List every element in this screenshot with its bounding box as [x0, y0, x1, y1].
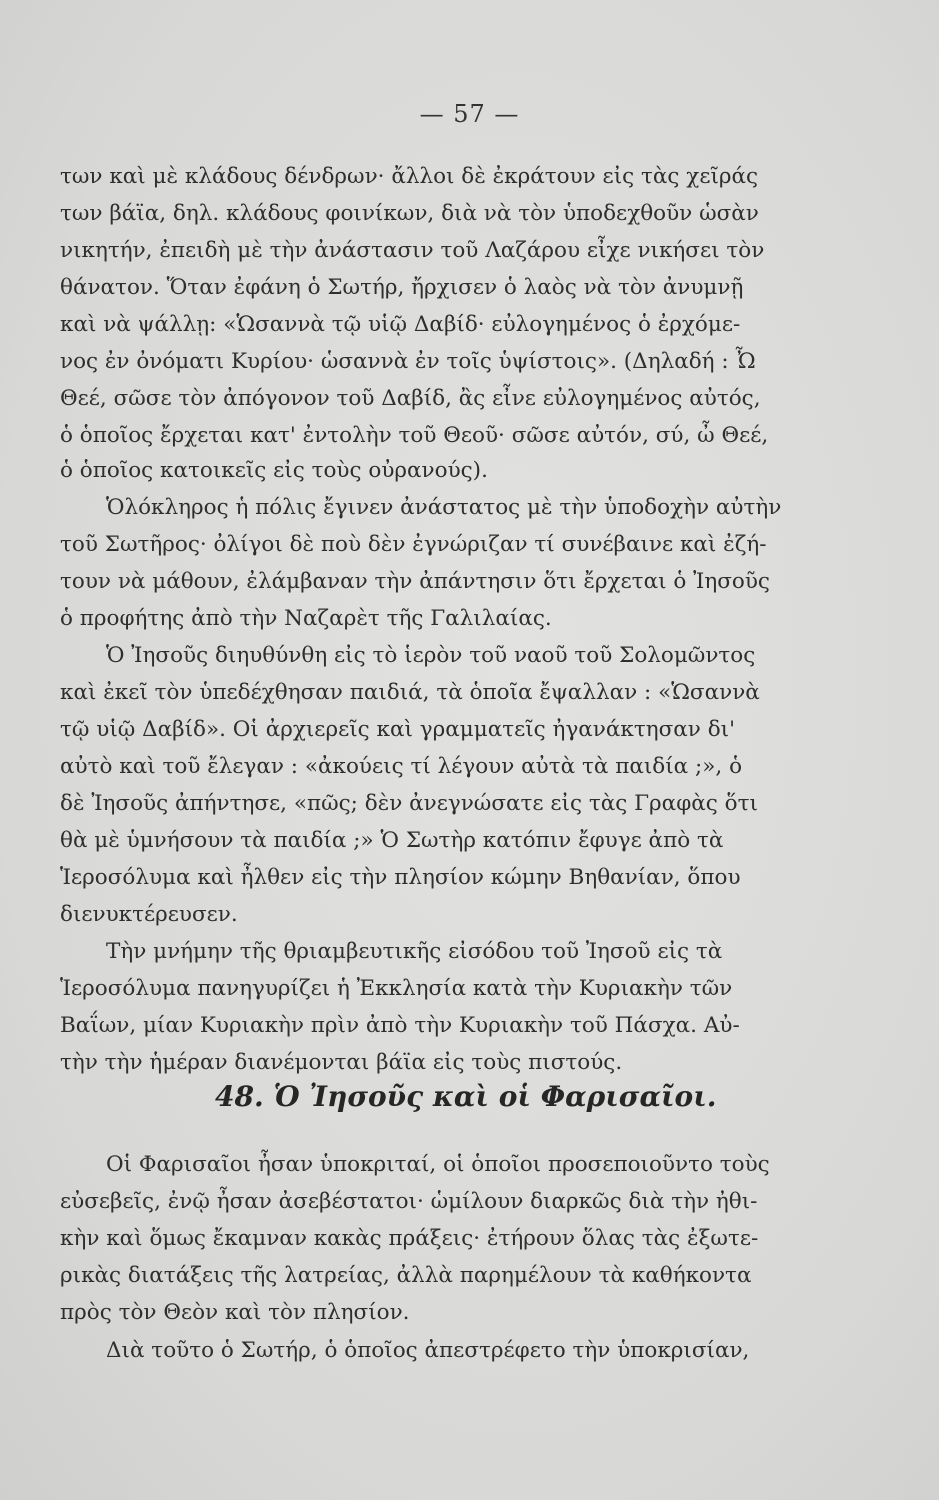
section-heading: 48. Ὁ Ἰησοῦς καὶ οἱ Φαρισαῖοι. — [215, 1080, 717, 1113]
text-line: κὴν καὶ ὅμως ἔκαμναν κακὰς πράξεις· ἐτήρουν ὅλας τὰς ἐξωτε- — [60, 1226, 759, 1251]
text-line: Θεέ, σῶσε τὸν ἀπόγονον τοῦ Δαβίδ, ἂς εἶνε εὐλογημένος αὐτός, — [60, 386, 761, 411]
text-line: δὲ Ἰησοῦς ἀπήντησε, «πῶς; δὲν ἀνεγνώσατε εἰς τὰς Γραφὰς ὅτι — [60, 791, 758, 816]
text-line: Ἱεροσόλυμα καὶ ἦλθεν εἰς τὴν πλησίον κώμην Βηθανίαν, ὅπου — [60, 865, 741, 890]
text-line: Ἱεροσόλυμα πανηγυρίζει ἡ Ἐκκλησία κατὰ τὴν Κυριακὴν τῶν — [60, 976, 733, 1001]
text-line: καὶ νὰ ψάλλῃ: «Ὡσαννὰ τῷ υἱῷ Δαβίδ· εὐλογημένος ὁ ἐρχόμε- — [60, 312, 741, 337]
text-line: Διὰ τοῦτο ὁ Σωτήρ, ὁ ὁποῖος ἀπεστρέφετο τὴν ὑποκρισίαν, — [106, 1338, 750, 1363]
text-line: ὁ ὁποῖος κατοικεῖς εἰς τοὺς οὐρανούς). — [60, 458, 488, 483]
text-line: καὶ ἐκεῖ τὸν ὑπεδέχθησαν παιδιά, τὰ ὁποῖα ἔψαλλαν : «Ὡσαννὰ — [60, 680, 760, 705]
text-line: Τὴν μνήμην τῆς θριαμβευτικῆς εἰσόδου τοῦ Ἰησοῦ εἰς τὰ — [106, 939, 723, 964]
text-line: των βάϊα, δηλ. κλάδους φοινίκων, διὰ νὰ τὸν ὑποδεχθοῦν ὡσὰν — [60, 201, 759, 226]
text-line: αὐτὸ καὶ τοῦ ἔλεγαν : «ἀκούεις τί λέγουν αὐτὰ τὰ παιδία ;», ὁ — [60, 754, 743, 779]
text-line: νος ἐν ὀνόματι Κυρίου· ὡσαννὰ ἐν τοῖς ὑψίστοις». (Δηλαδή : Ὦ — [60, 349, 756, 374]
text-line: θάνατον. Ὅταν ἐφάνη ὁ Σωτήρ, ἤρχισεν ὁ λαὸς νὰ τὸν ἀνυμνῇ — [60, 275, 744, 300]
text-line: των καὶ μὲ κλάδους δένδρων· ἄλλοι δὲ ἐκράτουν εἰς τὰς χεῖράς — [60, 164, 759, 189]
text-line: ρικὰς διατάξεις τῆς λατρείας, ἀλλὰ παρημέλουν τὰ καθήκοντα — [60, 1263, 752, 1288]
text-line: θὰ μὲ ὑμνήσουν τὰ παιδία ;» Ὁ Σωτὴρ κατόπιν ἔφυγε ἀπὸ τὰ — [60, 828, 724, 853]
text-line: Βαΐων, μίαν Κυριακὴν πρὶν ἀπὸ τὴν Κυριακὴν τοῦ Πάσχα. Αὐ- — [60, 1013, 740, 1038]
text-line: τοῦ Σωτῆρος· ὀλίγοι δὲ ποὺ δὲν ἐγνώριζαν τί συνέβαινε καὶ ἐζή- — [60, 532, 767, 557]
text-line: τῷ υἱῷ Δαβίδ». Οἱ ἀρχιερεῖς καὶ γραμματεῖς ἠγανάκτησαν δι' — [60, 717, 735, 742]
text-line: τουν νὰ μάθουν, ἐλάμβαναν τὴν ἀπάντησιν ὅτι ἔρχεται ὁ Ἰησοῦς — [60, 569, 770, 594]
text-line: Ὁλόκληρος ἡ πόλις ἔγινεν ἀνάστατος μὲ τὴν ὑποδοχὴν αὐτὴν — [106, 495, 782, 520]
text-line: τὴν τὴν ἡμέραν διανέμονται βάϊα εἰς τοὺς πιστούς. — [60, 1050, 623, 1075]
text-line: Ὁ Ἰησοῦς διηυθύνθη εἰς τὸ ἱερὸν τοῦ ναοῦ τοῦ Σολομῶντος — [106, 643, 756, 668]
text-line: εὐσεβεῖς, ἐνῷ ἦσαν ἀσεβέστατοι· ὡμίλουν διαρκῶς διὰ τὴν ἠθι- — [60, 1189, 758, 1214]
text-line: διενυκτέρευσεν. — [60, 902, 238, 927]
text-line: νικητήν, ἐπειδὴ μὲ τὴν ἀνάστασιν τοῦ Λαζάρου εἶχε νικήσει τὸν — [60, 238, 765, 263]
page-number: — 57 — — [419, 100, 520, 128]
text-line: ὁ ὁποῖος ἔρχεται κατ' ἐντολὴν τοῦ Θεοῦ· σῶσε αὐτόν, σύ, ὦ Θεέ, — [60, 423, 769, 448]
text-line: πρὸς τὸν Θεὸν καὶ τὸν πλησίον. — [60, 1300, 410, 1325]
text-line: ὁ προφήτης ἀπὸ τὴν Ναζαρὲτ τῆς Γαλιλαίας. — [60, 606, 552, 631]
text-line: Οἱ Φαρισαῖοι ἦσαν ὑποκριταί, οἱ ὁποῖοι προσεποιοῦντο τοὺς — [106, 1152, 770, 1177]
